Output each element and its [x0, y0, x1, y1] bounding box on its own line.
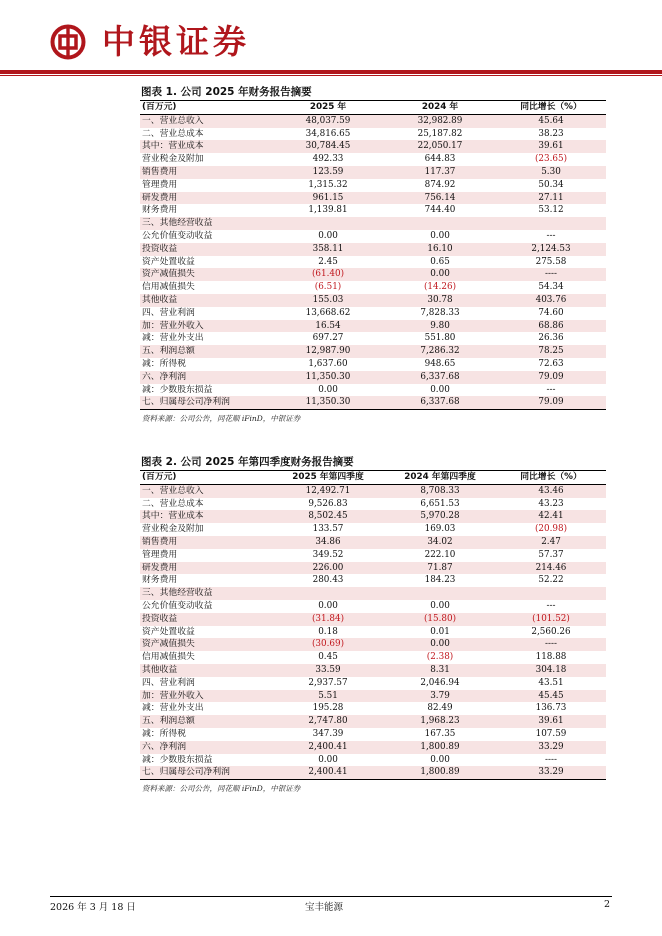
- cell-value: 16.54: [272, 320, 384, 333]
- cell-value: 39.61: [496, 140, 606, 153]
- row-label: 其中：营业成本: [140, 510, 272, 523]
- table1-header-unit: (百万元): [140, 101, 272, 114]
- table-row: [140, 702, 606, 715]
- cell-value: (101.52): [496, 613, 606, 626]
- cell-value: 644.83: [424, 154, 456, 165]
- table-row: [140, 345, 606, 358]
- row-label: 其他收益: [140, 664, 272, 677]
- table2-source: 资料来源：公司公告，同花顺 iFinD，中银证券: [142, 784, 301, 794]
- row-label: 加：营业外收入: [140, 320, 272, 333]
- cell-value: 349.52: [312, 549, 344, 560]
- cell-value: 2,747.80: [272, 715, 384, 728]
- table2: [140, 471, 606, 780]
- row-label: 六、净利润: [140, 371, 272, 384]
- cell-value: 0.00: [318, 754, 338, 765]
- cell-value: 195.28: [312, 703, 344, 714]
- cell-value: (20.98): [534, 524, 568, 535]
- row-label: 信用减值损失: [142, 282, 195, 293]
- row-label: 财务费用: [142, 575, 178, 586]
- cell-value: 744.40: [424, 205, 456, 216]
- cell-value: (30.69): [272, 638, 384, 651]
- row-label: 投资收益: [140, 243, 272, 256]
- cell-value: ----: [545, 754, 557, 765]
- row-label: 销售费用: [140, 536, 272, 549]
- cell-value: 68.86: [496, 320, 606, 333]
- row-label: 信用减值损失: [142, 652, 195, 663]
- table-row: [140, 166, 606, 179]
- cell-value: 43.51: [538, 677, 564, 688]
- cell-value: 79.09: [496, 371, 606, 384]
- cell-value: 43.46: [496, 484, 606, 497]
- row-label: 销售费用: [140, 166, 272, 179]
- row-label: 其中：营业成本: [140, 140, 272, 153]
- cell-value: 7,286.32: [384, 345, 496, 358]
- table-row: [140, 307, 606, 320]
- cell-value: 79.09: [496, 396, 606, 409]
- cell-value: 0.00: [430, 754, 450, 765]
- cell-value: 133.57: [312, 524, 344, 535]
- table1-header-col3: 同比增长（%）: [496, 101, 606, 114]
- cell-value: ---: [546, 600, 556, 611]
- cell-value: 358.11: [272, 243, 384, 256]
- cell-value: 45.64: [496, 114, 606, 127]
- table-row: [140, 396, 606, 409]
- cell-value: 52.22: [538, 575, 564, 586]
- cell-value: [384, 217, 496, 230]
- cell-value: 33.29: [496, 741, 606, 754]
- header-rule-thin: [0, 75, 662, 76]
- table2-header-col2: 2024 年第四季度: [384, 471, 496, 484]
- table-row: [140, 217, 606, 230]
- cell-value: 155.03: [272, 294, 384, 307]
- row-label: 一、营业总收入: [140, 484, 272, 497]
- cell-value: 34,816.65: [305, 128, 351, 139]
- cell-value: 118.88: [535, 652, 567, 663]
- cell-value: 492.33: [312, 154, 344, 165]
- cell-value: 1,800.89: [384, 766, 496, 779]
- row-label: 财务费用: [142, 205, 178, 216]
- row-label: 资产处置收益: [142, 256, 195, 267]
- cell-value: 2.45: [318, 256, 338, 267]
- page-header: [0, 0, 662, 78]
- cell-value: 214.46: [496, 562, 606, 575]
- table1-section: [140, 84, 606, 424]
- row-label: 资产处置收益: [142, 626, 195, 637]
- cell-value: 6,337.68: [384, 396, 496, 409]
- cell-value: 226.00: [272, 562, 384, 575]
- table-row: [140, 153, 606, 166]
- table1: [140, 101, 606, 410]
- cell-value: 5,970.28: [384, 510, 496, 523]
- cell-value: 403.76: [496, 294, 606, 307]
- row-label: 其他收益: [140, 294, 272, 307]
- row-label: 六、净利润: [140, 741, 272, 754]
- cell-value: 8.31: [384, 664, 496, 677]
- row-label: 二、营业总成本: [142, 498, 204, 509]
- table-row: [140, 613, 606, 626]
- table-row: [140, 256, 606, 269]
- cell-value: 5.51: [272, 690, 384, 703]
- cell-value: (15.80): [384, 613, 496, 626]
- cell-value: 54.34: [538, 282, 564, 293]
- table-row: [140, 179, 606, 192]
- cell-value: 2,400.41: [272, 741, 384, 754]
- cell-value: 107.59: [535, 728, 567, 739]
- row-label: 研发费用: [140, 562, 272, 575]
- cell-value: 13,668.62: [305, 307, 351, 318]
- table2-header-col1: 2025 年第四季度: [272, 471, 384, 484]
- table-row: [140, 281, 606, 294]
- cell-value: 9,526.83: [308, 498, 348, 509]
- table-row: [140, 294, 606, 307]
- table-row: [140, 484, 606, 497]
- table-row: [140, 114, 606, 127]
- cell-value: 8,502.45: [272, 510, 384, 523]
- cell-value: 33.59: [272, 664, 384, 677]
- cell-value: 167.35: [424, 728, 456, 739]
- row-label: 公允价值变动收益: [142, 600, 213, 611]
- cell-value: 30,784.45: [272, 140, 384, 153]
- table-row: [140, 510, 606, 523]
- cell-value: 16.10: [384, 243, 496, 256]
- cell-value: 57.37: [538, 549, 564, 560]
- table-row: [140, 204, 606, 217]
- cell-value: 2,124.53: [496, 243, 606, 256]
- cell-value: 22,050.17: [384, 140, 496, 153]
- table2-header-unit: (百万元): [140, 471, 272, 484]
- table1-body: [140, 114, 606, 409]
- cell-value: 117.37: [384, 166, 496, 179]
- table-row: [140, 766, 606, 779]
- cell-value: 1,637.60: [308, 358, 348, 369]
- row-label: 减：所得税: [142, 728, 186, 739]
- cell-value: 0.00: [318, 600, 338, 611]
- table-row: [140, 140, 606, 153]
- cell-value: 222.10: [424, 549, 456, 560]
- row-label: 三、其他经营收益: [140, 587, 272, 600]
- table2-body: [140, 484, 606, 779]
- row-label: 四、营业利润: [142, 677, 195, 688]
- row-label: 减：营业外支出: [142, 333, 204, 344]
- cell-value: 39.61: [496, 715, 606, 728]
- row-label: 五、利润总额: [140, 715, 272, 728]
- row-label: 营业税金及附加: [142, 154, 204, 165]
- brand-name: 中银证券: [102, 22, 250, 61]
- table-row: [140, 728, 606, 741]
- cell-value: 82.49: [427, 703, 453, 714]
- cell-value: 1,800.89: [384, 741, 496, 754]
- cell-value: 34.86: [272, 536, 384, 549]
- cell-value: 32,982.89: [384, 114, 496, 127]
- row-label: 减：营业外支出: [142, 703, 204, 714]
- cell-value: 304.18: [496, 664, 606, 677]
- row-label: 七、归属母公司净利润: [140, 766, 272, 779]
- table1-title: 图表 1. 公司 2025 年财务报告摘要: [140, 84, 606, 101]
- cell-value: 0.00: [430, 384, 450, 395]
- cell-value: (2.38): [426, 652, 454, 663]
- footer-company: 宝丰能源: [305, 902, 344, 913]
- cell-value: 11,350.30: [272, 371, 384, 384]
- cell-value: 2,937.57: [308, 677, 348, 688]
- table-row: [140, 358, 606, 371]
- row-label: 五、利润总额: [140, 345, 272, 358]
- cell-value: 72.63: [538, 358, 564, 369]
- cell-value: 26.36: [538, 333, 564, 344]
- table1-source: 资料来源：公司公告，同花顺 iFinD，中银证券: [142, 414, 301, 424]
- cell-value: 43.23: [538, 498, 564, 509]
- bank-of-china-logo-icon: [50, 24, 86, 60]
- row-label: 投资收益: [140, 613, 272, 626]
- cell-value: 0.00: [384, 638, 496, 651]
- cell-value: 1,315.32: [308, 179, 348, 190]
- cell-value: 756.14: [384, 192, 496, 205]
- cell-value: 275.58: [535, 256, 567, 267]
- cell-value: [272, 587, 384, 600]
- cell-value: ---: [546, 230, 556, 241]
- table-row: [140, 498, 606, 511]
- cell-value: 0.18: [318, 626, 338, 637]
- cell-value: 0.00: [430, 600, 450, 611]
- cell-value: 0.45: [318, 652, 338, 663]
- cell-value: (31.84): [272, 613, 384, 626]
- row-label: 二、营业总成本: [142, 128, 204, 139]
- row-label: 管理费用: [142, 179, 178, 190]
- footer-date: 2026 年 3 月 18 日: [50, 902, 136, 913]
- table-row: [140, 549, 606, 562]
- row-label: 资产减值损失: [140, 268, 272, 281]
- row-label: 研发费用: [140, 192, 272, 205]
- table-row: [140, 384, 606, 397]
- header-rule: [0, 70, 662, 74]
- cell-value: (14.26): [423, 282, 457, 293]
- table2-title: 图表 2. 公司 2025 年第四季度财务报告摘要: [140, 454, 606, 471]
- table-row: [140, 741, 606, 754]
- cell-value: 2,400.41: [272, 766, 384, 779]
- row-label: 减：所得税: [142, 358, 186, 369]
- cell-value: 0.00: [318, 384, 338, 395]
- cell-value: 11,350.30: [272, 396, 384, 409]
- cell-value: 53.12: [538, 205, 564, 216]
- table-row: [140, 600, 606, 613]
- table-row: [140, 230, 606, 243]
- cell-value: 78.25: [496, 345, 606, 358]
- cell-value: ---: [546, 384, 556, 395]
- cell-value: 12,987.90: [272, 345, 384, 358]
- row-label: 加：营业外收入: [140, 690, 272, 703]
- cell-value: [496, 217, 606, 230]
- table-row: [140, 320, 606, 333]
- cell-value: ----: [496, 638, 606, 651]
- table-row: [140, 536, 606, 549]
- page-number: 2: [604, 899, 611, 910]
- table-row: [140, 574, 606, 587]
- cell-value: (6.51): [314, 282, 342, 293]
- cell-value: 2.47: [496, 536, 606, 549]
- cell-value: 27.11: [496, 192, 606, 205]
- table1-header-row: [140, 101, 606, 114]
- footer-rule: [50, 896, 612, 897]
- table-row: [140, 677, 606, 690]
- cell-value: [272, 217, 384, 230]
- table-row: [140, 715, 606, 728]
- cell-value: 1,139.81: [308, 205, 348, 216]
- table-row: [140, 562, 606, 575]
- row-label: 四、营业利润: [142, 307, 195, 318]
- table2-header-col3: 同比增长（%）: [496, 471, 606, 484]
- row-label: 公允价值变动收益: [142, 230, 213, 241]
- cell-value: 7,828.33: [420, 307, 460, 318]
- table-row: [140, 587, 606, 600]
- cell-value: 30.78: [384, 294, 496, 307]
- table-row: [140, 638, 606, 651]
- row-label: 营业税金及附加: [142, 524, 204, 535]
- cell-value: 347.39: [312, 728, 344, 739]
- row-label: 资产减值损失: [140, 638, 272, 651]
- cell-value: 2,046.94: [420, 677, 460, 688]
- table1-header-col2: 2024 年: [384, 101, 496, 114]
- row-label: 七、归属母公司净利润: [140, 396, 272, 409]
- cell-value: 42.41: [496, 510, 606, 523]
- table2-header-row: [140, 471, 606, 484]
- row-label: 减：少数股东损益: [142, 384, 213, 395]
- cell-value: 50.34: [538, 179, 564, 190]
- cell-value: 551.80: [424, 333, 456, 344]
- cell-value: 136.73: [535, 703, 567, 714]
- table-row: [140, 332, 606, 345]
- table-row: [140, 268, 606, 281]
- cell-value: 123.59: [272, 166, 384, 179]
- cell-value: 71.87: [384, 562, 496, 575]
- cell-value: 74.60: [538, 307, 564, 318]
- table-row: [140, 664, 606, 677]
- row-label: 一、营业总收入: [140, 114, 272, 127]
- cell-value: ----: [496, 268, 606, 281]
- cell-value: 6,337.68: [384, 371, 496, 384]
- cell-value: 45.45: [496, 690, 606, 703]
- table-row: [140, 243, 606, 256]
- table2-section: [140, 454, 606, 794]
- cell-value: 0.00: [318, 230, 338, 241]
- table-row: [140, 128, 606, 141]
- cell-value: 280.43: [312, 575, 344, 586]
- table-row: [140, 754, 606, 767]
- cell-value: 34.02: [384, 536, 496, 549]
- cell-value: 33.29: [496, 766, 606, 779]
- cell-value: 697.27: [312, 333, 344, 344]
- cell-value: 6,651.53: [420, 498, 460, 509]
- cell-value: 9.80: [384, 320, 496, 333]
- cell-value: 1,968.23: [384, 715, 496, 728]
- table-row: [140, 523, 606, 536]
- table-row: [140, 651, 606, 664]
- cell-value: 38.23: [538, 128, 564, 139]
- cell-value: (23.65): [534, 154, 568, 165]
- cell-value: 5.30: [496, 166, 606, 179]
- cell-value: 2,560.26: [531, 626, 571, 637]
- cell-value: 874.92: [424, 179, 456, 190]
- cell-value: 12,492.71: [272, 484, 384, 497]
- cell-value: 48,037.59: [272, 114, 384, 127]
- cell-value: 184.23: [424, 575, 456, 586]
- cell-value: 0.65: [430, 256, 450, 267]
- cell-value: 0.01: [430, 626, 450, 637]
- cell-value: [384, 587, 496, 600]
- row-label: 减：少数股东损益: [142, 754, 213, 765]
- cell-value: 0.00: [430, 230, 450, 241]
- table-row: [140, 371, 606, 384]
- table-row: [140, 690, 606, 703]
- table-row: [140, 626, 606, 639]
- cell-value: 948.65: [424, 358, 456, 369]
- cell-value: 8,708.33: [384, 484, 496, 497]
- cell-value: 3.79: [384, 690, 496, 703]
- cell-value: (61.40): [272, 268, 384, 281]
- cell-value: 169.03: [424, 524, 456, 535]
- row-label: 三、其他经营收益: [140, 217, 272, 230]
- table1-header-col1: 2025 年: [272, 101, 384, 114]
- cell-value: 961.15: [272, 192, 384, 205]
- cell-value: [496, 587, 606, 600]
- row-label: 管理费用: [142, 549, 178, 560]
- cell-value: 0.00: [384, 268, 496, 281]
- table-row: [140, 192, 606, 205]
- cell-value: 25,187.82: [417, 128, 463, 139]
